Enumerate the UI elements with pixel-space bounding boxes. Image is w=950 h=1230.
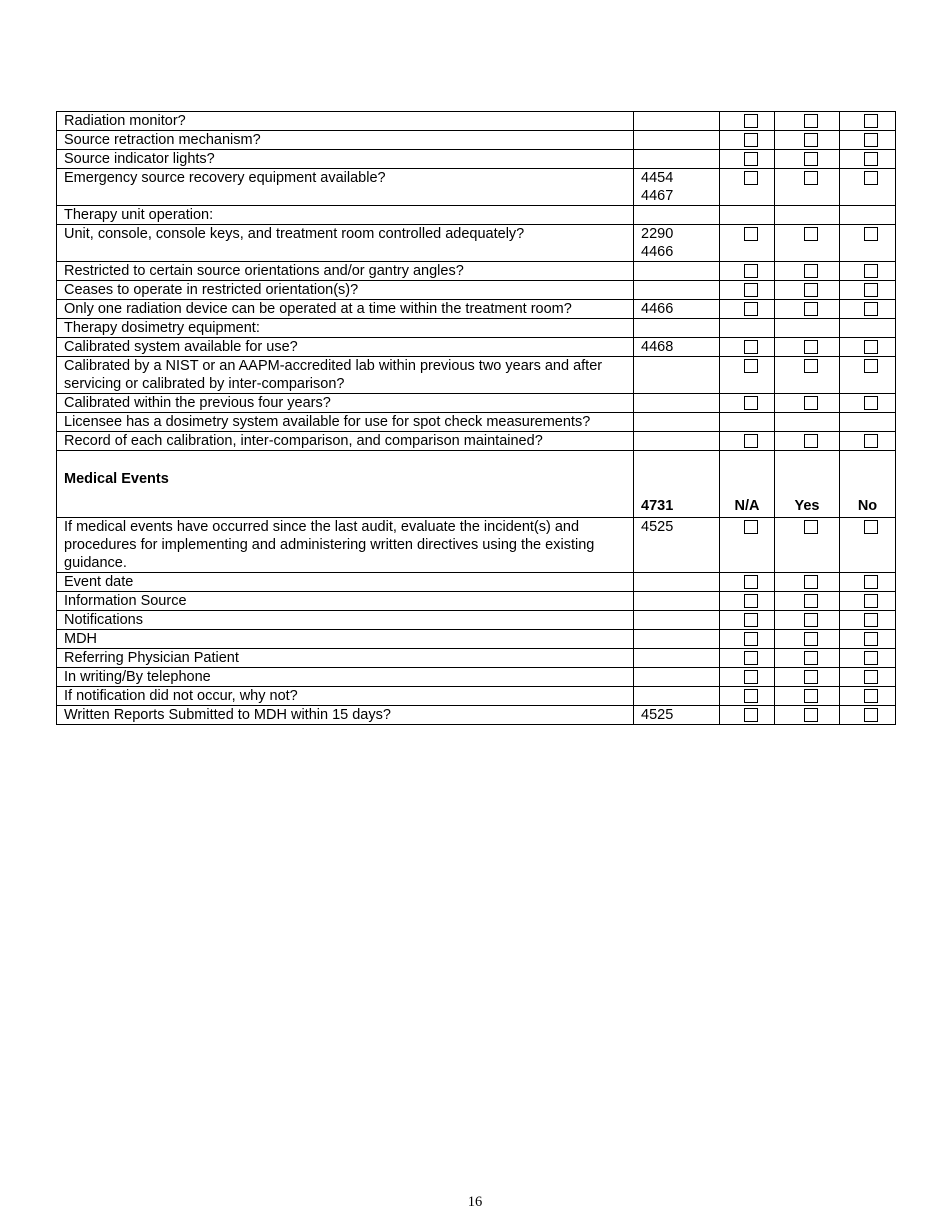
checkbox-no[interactable] xyxy=(864,434,878,448)
question-text: Referring Physician Patient xyxy=(57,649,634,668)
checkbox-yes[interactable] xyxy=(804,302,818,316)
checkbox-na[interactable] xyxy=(744,520,758,534)
reference-number xyxy=(634,611,720,630)
question-text: Source retraction mechanism? xyxy=(57,131,634,150)
table-row xyxy=(57,169,896,206)
cell-yes xyxy=(775,319,840,338)
table-row xyxy=(57,338,896,357)
checkbox-no[interactable] xyxy=(864,632,878,646)
cell-yes xyxy=(775,630,840,649)
checkbox-no[interactable] xyxy=(864,520,878,534)
table-row xyxy=(57,518,896,573)
checkbox-yes[interactable] xyxy=(804,359,818,373)
cell-na xyxy=(720,432,775,451)
cell-yes xyxy=(775,518,840,573)
checkbox-na[interactable] xyxy=(744,396,758,410)
checkbox-no[interactable] xyxy=(864,594,878,608)
cell-yes xyxy=(775,573,840,592)
table-row xyxy=(57,630,896,649)
cell-na xyxy=(720,169,775,206)
cell-na xyxy=(720,630,775,649)
cell-yes xyxy=(775,131,840,150)
question-text: Written Reports Submitted to MDH within 15 days? xyxy=(57,706,634,725)
page-number: 16 xyxy=(467,1194,483,1210)
table-row xyxy=(57,687,896,706)
checkbox-yes[interactable] xyxy=(804,594,818,608)
checkbox-na[interactable] xyxy=(744,708,758,722)
question-text: MDH xyxy=(57,630,634,649)
cell-no xyxy=(840,206,896,225)
reference-number xyxy=(634,687,720,706)
checkbox-yes[interactable] xyxy=(804,651,818,665)
question-text: Restricted to certain source orientations and/or gantry angles? xyxy=(57,262,634,281)
checkbox-na[interactable] xyxy=(744,632,758,646)
cell-no xyxy=(840,169,896,206)
checkbox-yes[interactable] xyxy=(804,632,818,646)
checkbox-yes[interactable] xyxy=(804,152,818,166)
question-text: Emergency source recovery equipment available? xyxy=(57,169,634,206)
table-row xyxy=(57,150,896,169)
checkbox-yes[interactable] xyxy=(804,133,818,147)
cell-na xyxy=(720,413,775,432)
checkbox-no[interactable] xyxy=(864,689,878,703)
question-text: Notifications xyxy=(57,611,634,630)
section-reference: 4731 xyxy=(634,451,720,518)
question-text: Event date xyxy=(57,573,634,592)
cell-no xyxy=(840,649,896,668)
checkbox-na[interactable] xyxy=(744,302,758,316)
reference-number: 4466 xyxy=(634,300,720,319)
checkbox-no[interactable] xyxy=(864,133,878,147)
table-row xyxy=(57,206,896,225)
question-text: Calibrated by a NIST or an AAPM-accredited lab within previous two years and after servicing or calibrated by inter-comparison? xyxy=(57,357,634,394)
reference-number xyxy=(634,668,720,687)
cell-yes xyxy=(775,706,840,725)
reference-number xyxy=(634,206,720,225)
cell-no xyxy=(840,131,896,150)
table-row xyxy=(57,300,896,319)
question-text: Unit, console, console keys, and treatment room controlled adequately? xyxy=(57,225,634,262)
checkbox-no[interactable] xyxy=(864,396,878,410)
cell-no xyxy=(840,668,896,687)
cell-na xyxy=(720,357,775,394)
cell-yes xyxy=(775,300,840,319)
question-text: Therapy dosimetry equipment: xyxy=(57,319,634,338)
cell-yes xyxy=(775,338,840,357)
checkbox-no[interactable] xyxy=(864,152,878,166)
reference-number xyxy=(634,150,720,169)
cell-yes xyxy=(775,169,840,206)
cell-na xyxy=(720,706,775,725)
reference-number xyxy=(634,432,720,451)
checkbox-yes[interactable] xyxy=(804,396,818,410)
table-row xyxy=(57,319,896,338)
reference-number: 4454 4467 xyxy=(634,169,720,206)
reference-number: 4525 xyxy=(634,706,720,725)
question-text: Only one radiation device can be operated at a time within the treatment room? xyxy=(57,300,634,319)
cell-no xyxy=(840,112,896,131)
column-header-no: No xyxy=(840,451,896,518)
cell-yes xyxy=(775,413,840,432)
cell-na xyxy=(720,150,775,169)
cell-yes xyxy=(775,687,840,706)
table-row xyxy=(57,413,896,432)
checkbox-yes[interactable] xyxy=(804,264,818,278)
checkbox-yes[interactable] xyxy=(804,520,818,534)
checkbox-na[interactable] xyxy=(744,133,758,147)
question-text: Calibrated system available for use? xyxy=(57,338,634,357)
checkbox-no[interactable] xyxy=(864,359,878,373)
table-row xyxy=(57,611,896,630)
checkbox-yes[interactable] xyxy=(804,670,818,684)
reference-number xyxy=(634,592,720,611)
cell-na xyxy=(720,668,775,687)
reference-number xyxy=(634,630,720,649)
cell-yes xyxy=(775,592,840,611)
reference-number xyxy=(634,131,720,150)
checkbox-yes[interactable] xyxy=(804,434,818,448)
cell-yes xyxy=(775,668,840,687)
cell-no xyxy=(840,706,896,725)
reference-number xyxy=(634,262,720,281)
checkbox-no[interactable] xyxy=(864,283,878,297)
table-row xyxy=(57,281,896,300)
table-row xyxy=(57,649,896,668)
cell-na xyxy=(720,281,775,300)
cell-yes xyxy=(775,225,840,262)
checkbox-no[interactable] xyxy=(864,114,878,128)
cell-yes xyxy=(775,112,840,131)
reference-number: 4525 xyxy=(634,518,720,573)
cell-na xyxy=(720,112,775,131)
checkbox-no[interactable] xyxy=(864,340,878,354)
question-text: If medical events have occurred since the last audit, evaluate the incident(s) and procedures for implementing and administering written directives using the existing guidance. xyxy=(57,518,634,573)
cell-no xyxy=(840,300,896,319)
cell-na xyxy=(720,592,775,611)
cell-no xyxy=(840,573,896,592)
checkbox-yes[interactable] xyxy=(804,171,818,185)
cell-no xyxy=(840,413,896,432)
checkbox-na[interactable] xyxy=(744,264,758,278)
checkbox-na[interactable] xyxy=(744,114,758,128)
question-text: In writing/By telephone xyxy=(57,668,634,687)
question-text: If notification did not occur, why not? xyxy=(57,687,634,706)
cell-no xyxy=(840,611,896,630)
reference-number: 2290 4466 xyxy=(634,225,720,262)
cell-no xyxy=(840,432,896,451)
checkbox-no[interactable] xyxy=(864,575,878,589)
cell-na xyxy=(720,573,775,592)
column-header-yes: Yes xyxy=(775,451,840,518)
cell-yes xyxy=(775,432,840,451)
checkbox-na[interactable] xyxy=(744,340,758,354)
checkbox-no[interactable] xyxy=(864,651,878,665)
cell-no xyxy=(840,281,896,300)
cell-no xyxy=(840,357,896,394)
section-header xyxy=(57,451,896,518)
cell-na xyxy=(720,206,775,225)
reference-number xyxy=(634,394,720,413)
cell-no xyxy=(840,518,896,573)
cell-yes xyxy=(775,394,840,413)
table-row xyxy=(57,592,896,611)
table-row xyxy=(57,131,896,150)
checkbox-na[interactable] xyxy=(744,594,758,608)
cell-no xyxy=(840,225,896,262)
checkbox-yes[interactable] xyxy=(804,340,818,354)
column-header-na: N/A xyxy=(720,451,775,518)
cell-na xyxy=(720,225,775,262)
cell-na xyxy=(720,518,775,573)
reference-number xyxy=(634,649,720,668)
checkbox-no[interactable] xyxy=(864,264,878,278)
table-row xyxy=(57,432,896,451)
cell-no xyxy=(840,319,896,338)
checkbox-yes[interactable] xyxy=(804,575,818,589)
table-row xyxy=(57,706,896,725)
cell-no xyxy=(840,262,896,281)
table-row xyxy=(57,357,896,394)
table-row xyxy=(57,112,896,131)
checkbox-no[interactable] xyxy=(864,302,878,316)
reference-number xyxy=(634,357,720,394)
checkbox-na[interactable] xyxy=(744,651,758,665)
checkbox-yes[interactable] xyxy=(804,283,818,297)
cell-na xyxy=(720,611,775,630)
cell-yes xyxy=(775,150,840,169)
question-text: Calibrated within the previous four years? xyxy=(57,394,634,413)
checkbox-no[interactable] xyxy=(864,708,878,722)
checkbox-na[interactable] xyxy=(744,227,758,241)
reference-number: 4468 xyxy=(634,338,720,357)
table-row xyxy=(57,225,896,262)
cell-no xyxy=(840,394,896,413)
question-text: Source indicator lights? xyxy=(57,150,634,169)
cell-yes xyxy=(775,262,840,281)
checkbox-na[interactable] xyxy=(744,171,758,185)
table-row xyxy=(57,262,896,281)
reference-number xyxy=(634,573,720,592)
checkbox-na[interactable] xyxy=(744,613,758,627)
checklist-rows-top xyxy=(57,112,896,451)
checkbox-no[interactable] xyxy=(864,171,878,185)
cell-na xyxy=(720,649,775,668)
checkbox-na[interactable] xyxy=(744,689,758,703)
table-row xyxy=(57,394,896,413)
checkbox-na[interactable] xyxy=(744,575,758,589)
cell-yes xyxy=(775,281,840,300)
cell-yes xyxy=(775,611,840,630)
medical-events-header-row xyxy=(57,451,896,518)
cell-no xyxy=(840,592,896,611)
cell-no xyxy=(840,338,896,357)
question-text: Record of each calibration, inter-comparison, and comparison maintained? xyxy=(57,432,634,451)
checkbox-yes[interactable] xyxy=(804,708,818,722)
checkbox-na[interactable] xyxy=(744,152,758,166)
checklist-rows-bottom xyxy=(57,518,896,725)
cell-yes xyxy=(775,357,840,394)
cell-no xyxy=(840,150,896,169)
reference-number xyxy=(634,112,720,131)
cell-na xyxy=(720,262,775,281)
cell-na xyxy=(720,319,775,338)
checkbox-na[interactable] xyxy=(744,283,758,297)
checkbox-yes[interactable] xyxy=(804,613,818,627)
reference-number xyxy=(634,281,720,300)
section-title: Medical Events xyxy=(57,451,634,518)
checkbox-na[interactable] xyxy=(744,434,758,448)
checkbox-no[interactable] xyxy=(864,227,878,241)
cell-na xyxy=(720,394,775,413)
checkbox-no[interactable] xyxy=(864,613,878,627)
checkbox-yes[interactable] xyxy=(804,227,818,241)
checkbox-yes[interactable] xyxy=(804,114,818,128)
question-text: Ceases to operate in restricted orientation(s)? xyxy=(57,281,634,300)
cell-yes xyxy=(775,649,840,668)
checkbox-no[interactable] xyxy=(864,670,878,684)
checkbox-na[interactable] xyxy=(744,670,758,684)
reference-number xyxy=(634,413,720,432)
reference-number xyxy=(634,319,720,338)
checklist-table xyxy=(56,111,896,725)
table-row xyxy=(57,668,896,687)
question-text: Licensee has a dosimetry system available for use for spot check measurements? xyxy=(57,413,634,432)
cell-yes xyxy=(775,206,840,225)
checkbox-yes[interactable] xyxy=(804,689,818,703)
question-text: Therapy unit operation: xyxy=(57,206,634,225)
cell-na xyxy=(720,300,775,319)
cell-na xyxy=(720,687,775,706)
table-row xyxy=(57,573,896,592)
cell-no xyxy=(840,687,896,706)
cell-na xyxy=(720,131,775,150)
question-text: Information Source xyxy=(57,592,634,611)
cell-no xyxy=(840,630,896,649)
question-text: Radiation monitor? xyxy=(57,112,634,131)
checkbox-na[interactable] xyxy=(744,359,758,373)
cell-na xyxy=(720,338,775,357)
